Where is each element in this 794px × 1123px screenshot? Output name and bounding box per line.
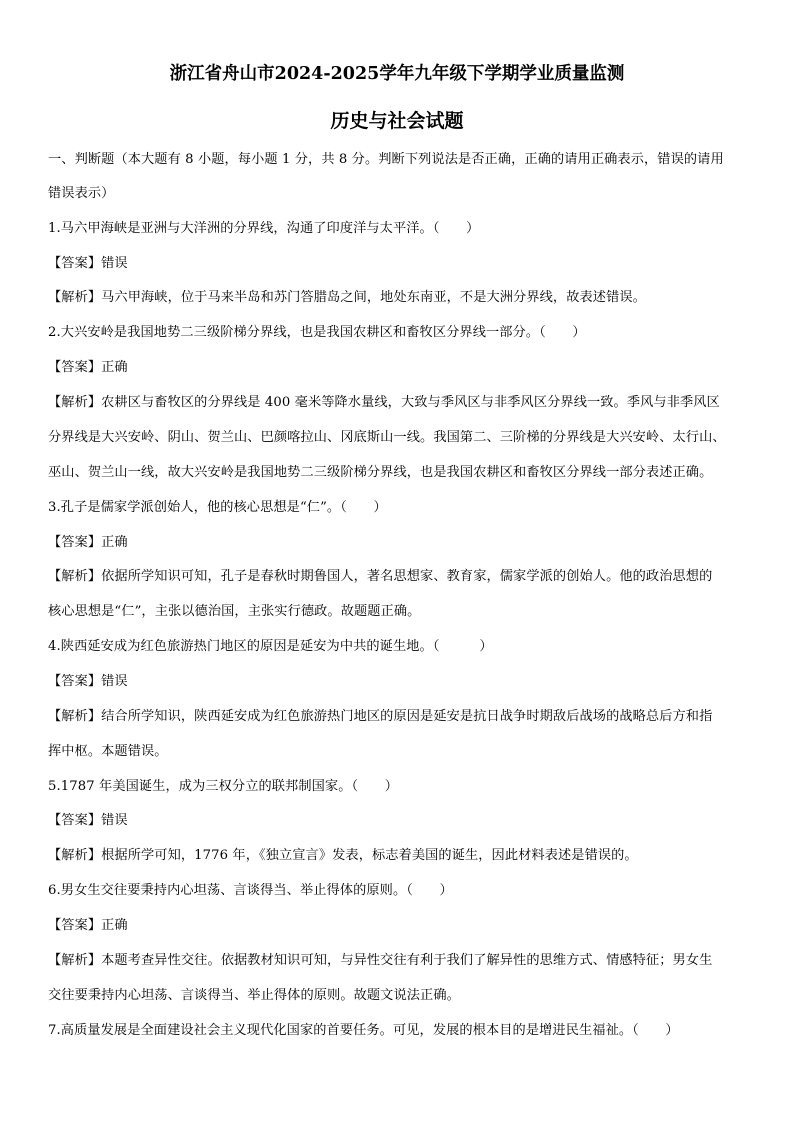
question-3: 3.孔子是儒家学派创始人，他的核心思想是“仁”。（ ） [48, 500, 387, 515]
question-1: 1.马六甲海峡是亚洲与大洋洲的分界线，沟通了印度洋与太平洋。（ ） [48, 221, 480, 236]
document-subtitle: 历史与社会试题 [330, 110, 464, 132]
analysis-2-cont: 分界线是大兴安岭、阴山、贺兰山、巴颜喀拉山、冈底斯山一线。我国第二、三阶梯的分界线是大兴安岭、太行山、 [48, 430, 726, 445]
section-instruction: 一、判断题（本大题有 8 小题，每小题 1 分，共 8 分。判断下列说法是否正确，正确的请用正确表示，错误的请用 [48, 152, 724, 167]
analysis-4: 【解析】结合所学知识，陕西延安成为红色旅游热门地区的原因是延安是抗日战争时期敌后战场的战略总后方和指 [48, 709, 713, 724]
analysis-1: 【解析】马六甲海峡，位于马来半岛和苏门答腊岛之间，地处东南亚，不是大洲分界线，故表述错误。 [48, 290, 646, 305]
answer-6: 【答案】正确 [48, 918, 128, 933]
answer-2: 【答案】正确 [48, 360, 128, 375]
analysis-2-cont: 巫山、贺兰山一线，故大兴安岭是我国地势二三级阶梯分界线，也是我国农耕区和畜牧区分界线一部分表述正确。 [48, 465, 713, 480]
question-2: 2.大兴安岭是我国地势二三级阶梯分界线，也是我国农耕区和畜牧区分界线一部分。（ ） [48, 325, 586, 340]
analysis-4-cont: 挥中枢。本题错误。 [48, 744, 168, 759]
analysis-6: 【解析】本题考查异性交往。依据教材知识可知，与异性交往有利于我们了解异性的思维方式、情感特征；男女生 [48, 953, 713, 968]
question-4: 4.陕西延安成为红色旅游热门地区的原因是延安为中共的诞生地。（ ） [48, 639, 493, 654]
analysis-2: 【解析】农耕区与畜牧区的分界线是 400 毫米等降水量线，大致与季风区与非季风区分界线一致。季风与非季风区 [48, 395, 720, 410]
analysis-3-cont: 核心思想是“仁”，主张以德治国，主张实行德政。故题题正确。 [48, 604, 421, 619]
answer-1: 【答案】错误 [48, 256, 128, 271]
question-7: 7.高质量发展是全面建设社会主义现代化国家的首要任务。可见，发展的根本目的是增进民生福祉。（ ） [48, 1023, 679, 1038]
analysis-3: 【解析】依据所学知识可知，孔子是春秋时期鲁国人，著名思想家、教育家，儒家学派的创始人。他的政治思想的 [48, 569, 713, 584]
question-6: 6.男女生交往要秉持内心坦荡、言谈得当、举止得体的原则。（ ） [48, 883, 453, 898]
document-title: 浙江省舟山市2024-2025学年九年级下学期学业质量监测 [169, 64, 625, 84]
question-5: 5.1787 年美国诞生，成为三权分立的联邦制国家。（ ） [48, 779, 399, 794]
section-instruction-cont: 错误表示） [48, 186, 115, 201]
analysis-6-cont: 交往要秉持内心坦荡、言谈得当、举止得体的原则。故题文说法正确。 [48, 988, 460, 1003]
answer-4: 【答案】错误 [48, 674, 128, 689]
analysis-5: 【解析】根据所学可知，1776 年，《独立宣言》发表，标志着美国的诞生，因此材料表述是错误的。 [48, 848, 638, 863]
answer-5: 【答案】错误 [48, 813, 128, 828]
answer-3: 【答案】正确 [48, 535, 128, 550]
